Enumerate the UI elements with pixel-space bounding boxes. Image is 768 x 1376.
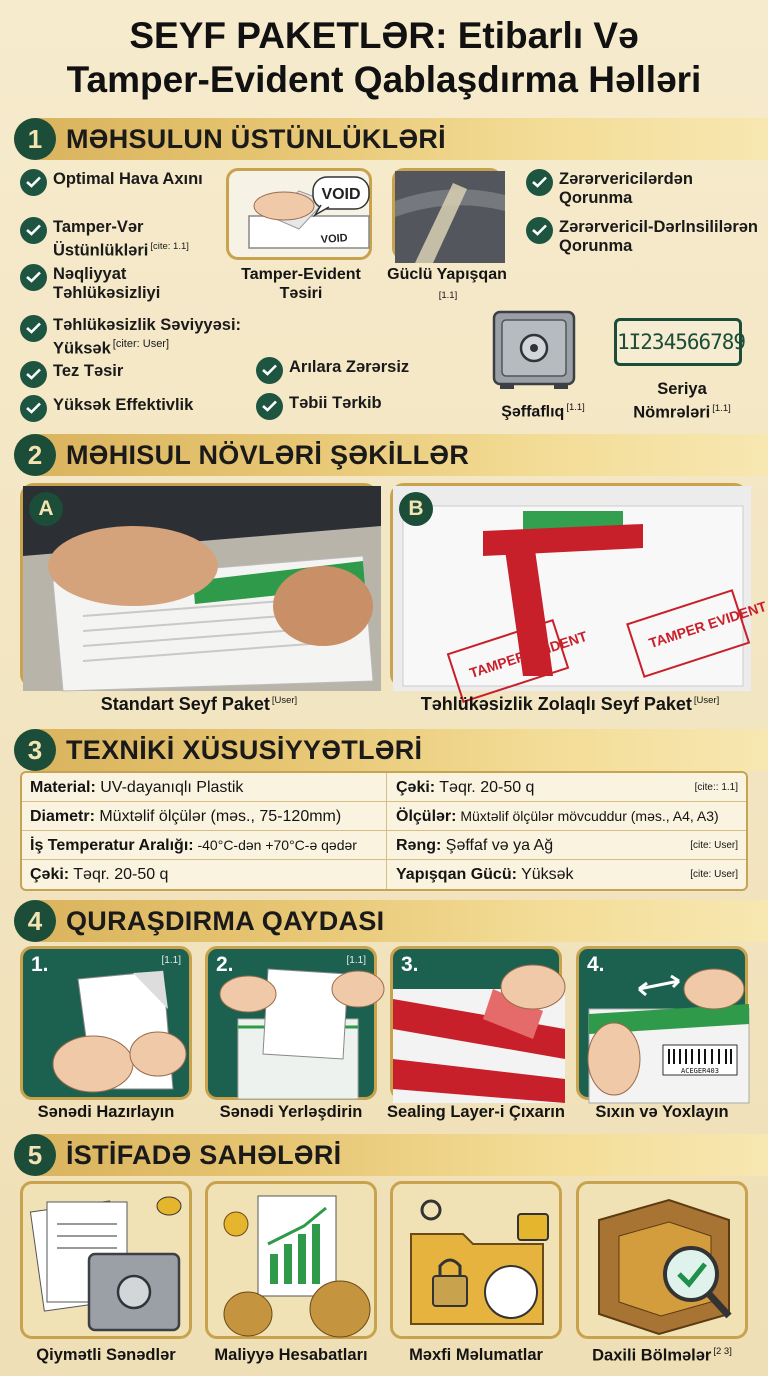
section-number: 1 [14, 118, 56, 160]
check-icon [256, 357, 283, 384]
citation: [cite: User] [690, 869, 738, 880]
check-icon [20, 361, 47, 388]
use-internal-sections-illustration [576, 1181, 748, 1339]
spec-cell: Diametr: Müxtəlif ölçülər (məs., 75-120mm) [30, 808, 342, 825]
step-3-illustration [390, 946, 562, 1100]
advantage-item: Təhlükəsizlik Səviyyəsi: Yüksək [citer: User] [20, 316, 350, 359]
product-photo-standard [20, 483, 378, 688]
spec-cell: Ölçülər: Müxtəlif ölçülər mövcuddur (məs., A4, A3) [396, 808, 719, 825]
citation: [1.1] [161, 955, 181, 966]
use-caption: Maliyyə Hesabatları [214, 1346, 368, 1364]
type-caption: Təhlükəsizlik Zolaqlı Seyf Paket [User] [420, 694, 720, 714]
type-caption: Standart Seyf Paket [User] [100, 694, 298, 714]
step-number: 3. [401, 953, 419, 976]
title-line-2: Tamper-Evident Qablaşdırma Həlləri [66, 59, 702, 100]
check-icon [256, 393, 283, 420]
table-row [22, 831, 746, 860]
section-title: TEXNİKİ XÜSUSİYYƏTLƏRİ [66, 735, 423, 765]
citation: [User] [271, 695, 298, 706]
section-number: 4 [14, 900, 56, 942]
use-caption: Qiymətli Sənədlər [36, 1346, 176, 1364]
safe-icon [492, 310, 576, 390]
check-icon [20, 395, 47, 422]
step-4-illustration [576, 946, 748, 1100]
void-bubble-text: VOID [321, 186, 361, 203]
step-caption: Sıxın və Yoxlayın [595, 1103, 729, 1121]
section-title: MƏHSULUN ÜSTÜNLÜKLƏRİ [66, 124, 446, 154]
title-line-1: SEYF PAKETLƏR: Etibarlı Və [129, 15, 639, 56]
section-1-header [14, 118, 768, 160]
void-text: VOID [320, 232, 349, 246]
spec-cell: İş Temperatur Aralığı: -40°C-dən +70°C-ə qədər [30, 837, 357, 854]
step-2-illustration [205, 946, 377, 1100]
step-caption: Sənədi Hazırlayın [37, 1103, 175, 1121]
check-icon [526, 217, 553, 244]
section-title: MƏHISUL NÖVLƏRİ ŞƏKİLLƏR [66, 440, 470, 470]
step-1-illustration [20, 946, 192, 1100]
check-icon [526, 169, 553, 196]
advantage-item: Nəqliyyat Təhlükəsizliyi [20, 265, 210, 303]
advantage-item: Zərərvericil-Dərlnsililərən Qorunma [526, 218, 768, 256]
advantage-item: Tamper-Vər Üstünlükləri [cite: 1.1] [20, 218, 220, 261]
serial-number-label: 1I234566789 [614, 318, 742, 366]
table-row [22, 773, 746, 802]
spec-cell: Rəng: Şəffaf və ya Ağ [396, 837, 554, 854]
step-number: 2. [216, 953, 234, 976]
check-icon [20, 217, 47, 244]
type-badge: A [29, 492, 63, 526]
citation: [User] [693, 695, 720, 706]
use-caption: Daxili Bölmələr [2 3] [592, 1346, 732, 1365]
tape-text: TAMPER EVIDENT [467, 627, 590, 681]
adhesive-caption: Güclü Yapışqan [1.1] [387, 266, 507, 301]
tamper-evident-illustration [226, 168, 372, 260]
step-caption: Sənədi Yerləşdirin [219, 1103, 363, 1121]
citation: [1.1] [566, 402, 585, 413]
section-2-header [14, 434, 768, 476]
section-5-header [14, 1134, 768, 1176]
use-caption: Məxfi Məlumatlar [409, 1346, 543, 1364]
section-4-header [14, 900, 768, 942]
table-row [22, 860, 746, 889]
spec-cell: Çəki: Təqr. 20-50 q [396, 779, 535, 796]
table-row [22, 802, 746, 831]
section-3-header [14, 729, 768, 771]
citation: [1.1] [438, 290, 458, 301]
barcode-text: ACEGER403 [681, 1067, 719, 1075]
section-number: 2 [14, 434, 56, 476]
spec-cell: Yapışqan Gücü: Yüksək [396, 866, 574, 883]
citation: [citer: User] [112, 338, 170, 350]
step-number: 4. [587, 953, 605, 976]
adhesive-illustration [392, 168, 502, 260]
serial-caption: Seriya Nömrələri [1.1] [633, 380, 731, 422]
check-icon [20, 315, 47, 342]
spec-cell: Material: UV-dayanıqlı Plastik [30, 779, 244, 796]
advantage-item: Zərərvericilərdən Qorunma [526, 170, 766, 208]
spec-cell: Çəki: Təqr. 20-50 q [30, 866, 169, 883]
page-title [0, 14, 768, 102]
citation: [cite: 1.1] [150, 241, 189, 252]
step-number: 1. [31, 953, 49, 976]
check-icon [20, 169, 47, 196]
use-financial-reports-illustration [205, 1181, 377, 1339]
check-icon [20, 264, 47, 291]
citation: [2 3] [713, 1346, 732, 1357]
step-caption: Sealing Layer-i Çıxarın [387, 1103, 565, 1121]
citation: [1.1] [346, 955, 366, 966]
section-title: QURAŞDIRMA QAYDASI [66, 906, 385, 936]
spec-table [20, 771, 748, 891]
type-badge: B [399, 492, 433, 526]
use-valuable-documents-illustration [20, 1181, 192, 1339]
advantage-item: Arılara Zərərsiz [256, 358, 446, 385]
section-number: 3 [14, 729, 56, 771]
section-number: 5 [14, 1134, 56, 1176]
advantage-item: Yüksək Effektivlik [20, 396, 230, 423]
advantage-item: Təbii Tərkib [256, 394, 446, 421]
use-confidential-info-illustration [390, 1181, 562, 1339]
citation: [cite:: 1.1] [694, 782, 738, 793]
product-photo-security-strip [390, 483, 768, 688]
tamper-caption: Tamper-Evident Təsiri [241, 266, 361, 302]
tape-text: TAMPER EVIDENT [646, 597, 768, 652]
advantage-item: Tez Təsir [20, 362, 210, 389]
safe-caption: Şəffaflıq [1.1] [501, 402, 585, 421]
citation: [1.1] [712, 403, 731, 414]
section-title: İSTİFADƏ SAHƏLƏRİ [66, 1140, 342, 1170]
citation: [cite: User] [690, 840, 738, 851]
advantage-item: Optimal Hava Axını [20, 170, 210, 197]
